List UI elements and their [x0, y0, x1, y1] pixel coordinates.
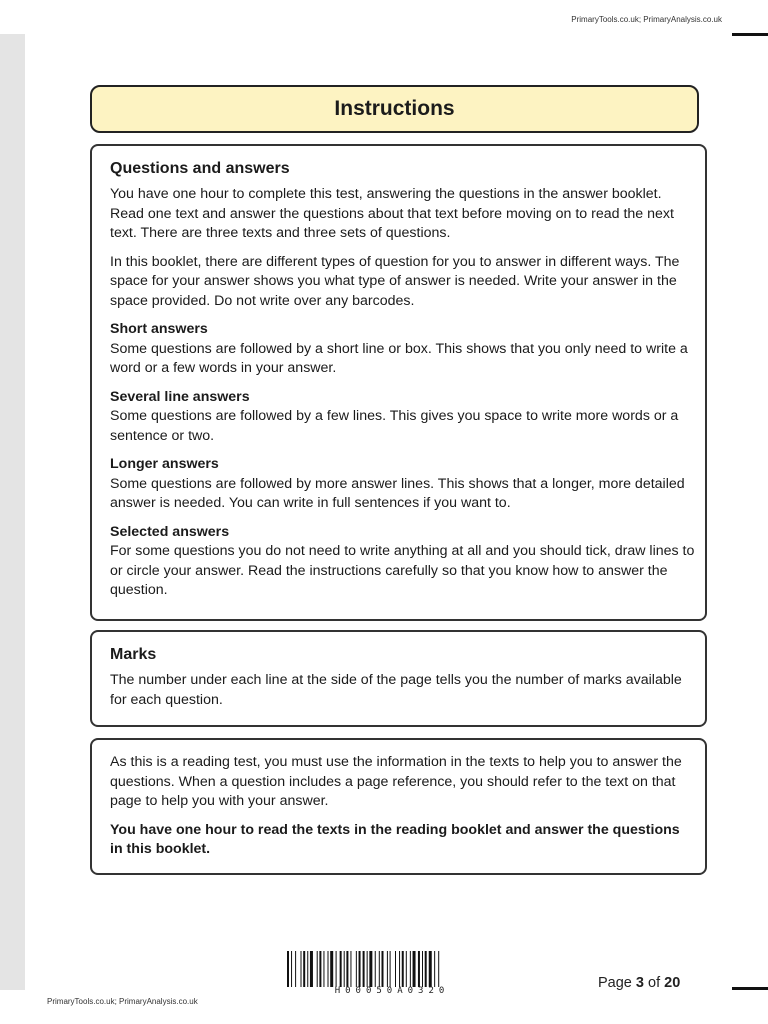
several-line-answers-text: Some questions are followed by a few lines. This gives you space to write more words or a sentence or two. [110, 408, 679, 444]
reading-bold-text: You have one hour to read the texts in the reading booklet and answer the questions in this booklet. [110, 821, 680, 857]
barcode-bar [379, 951, 380, 987]
barcode-bar [402, 951, 404, 987]
barcode-bar [295, 951, 296, 987]
barcode [287, 951, 497, 987]
barcode-bar [434, 951, 435, 987]
page-current: 3 [635, 975, 644, 991]
barcode-bar [310, 951, 313, 987]
barcode-bar [406, 951, 407, 987]
barcode-bar [317, 951, 318, 987]
questions-heading: Questions and answers [110, 160, 290, 177]
barcode-bar [301, 951, 302, 987]
page-total: 20 [664, 975, 681, 991]
barcode-bar [307, 951, 308, 987]
barcode-bar [291, 951, 292, 987]
barcode-bar [422, 951, 423, 987]
barcode-bar [356, 951, 357, 987]
short-answers-section [110, 320, 695, 379]
barcode-bar [425, 951, 427, 987]
barcode-bar [330, 951, 333, 987]
bottom-edge-mark [732, 987, 768, 990]
questions-and-answers-box [90, 144, 707, 621]
reading-test-box [90, 738, 707, 875]
selected-answers-section [110, 523, 695, 601]
barcode-bar [336, 951, 337, 987]
short-answers-text: Some questions are followed by a short line or box. This shows that you only need to write a word or a few words in your answer. [110, 340, 688, 376]
barcode-bar [413, 951, 416, 987]
barcode-bar [350, 951, 351, 987]
barcode-number: H00050A0320 [334, 986, 450, 996]
selected-answers-title: Selected answers [110, 523, 230, 540]
barcode-bar [340, 951, 342, 987]
short-answers-title: Short answers [110, 321, 208, 337]
barcode-bar [369, 951, 372, 987]
questions-intro-2: In this booklet, there are different types of question for you to answer in different ways. The space for your answer shows you what type of answer is needed. Write your answer in the space provided. Do not write over any barcodes. [110, 253, 680, 309]
questions-intro-1: You have one hour to complete this test, answering the questions in the answer booklet. Read one text and answer the questions about that text before moving on to read the next text. There are three texts and three sets of questions. [110, 186, 674, 241]
barcode-bar [359, 951, 361, 987]
barcode-bar [287, 951, 289, 987]
header-credit: PrimaryTools.co.uk; PrimaryAnalysis.co.uk [571, 15, 722, 24]
top-edge-mark [732, 33, 768, 36]
barcode-bar [399, 951, 400, 987]
several-line-answers-section [110, 388, 695, 447]
marks-heading: Marks [110, 646, 157, 663]
page-edge-strip [0, 34, 25, 990]
barcode-bar [429, 951, 432, 987]
selected-answers-text: For some questions you do not need to write anything at all and you should tick, draw lines to or circle your answer. Read the instructions carefully so that you know how to answer the question. [110, 543, 695, 598]
reading-text: As this is a reading test, you must use the information in the texts to help you to answer the questions. When a question includes a page reference, you should refer to the text on that page to help you with your answer. [110, 754, 682, 809]
marks-text: The number under each line at the side of the page tells you the number of marks available for each question. [110, 672, 682, 708]
barcode-bar [303, 951, 305, 987]
barcode-bar [363, 951, 365, 987]
footer-credit: PrimaryTools.co.uk; PrimaryAnalysis.co.uk [47, 997, 198, 1006]
longer-answers-text: Some questions are followed by more answer lines. This shows that a longer, more detailed answer is needed. You can write in full sentences if you want to. [110, 475, 685, 511]
marks-box [90, 630, 707, 727]
longer-answers-title: Longer answers [110, 456, 219, 472]
several-line-answers-title: Several line answers [110, 388, 250, 405]
barcode-bar [346, 951, 348, 987]
barcode-bar [438, 951, 439, 987]
barcode-bar [367, 951, 368, 987]
page-label: Page [598, 975, 632, 991]
barcode-bar [328, 951, 329, 987]
barcode-bar [375, 951, 376, 987]
page-title: Instructions [334, 97, 455, 120]
longer-answers-section [110, 455, 695, 514]
barcode-bar [319, 951, 321, 987]
barcode-bar [382, 951, 384, 987]
page-of: of [648, 975, 661, 991]
barcode-bar [323, 951, 324, 987]
barcode-bar [418, 951, 420, 987]
page-number [598, 975, 680, 991]
barcode-bar [395, 951, 396, 987]
barcode-bar [410, 951, 411, 987]
title-banner [90, 85, 699, 133]
barcode-bar [387, 951, 388, 987]
barcode-bar [344, 951, 345, 987]
barcode-bar [390, 951, 391, 987]
